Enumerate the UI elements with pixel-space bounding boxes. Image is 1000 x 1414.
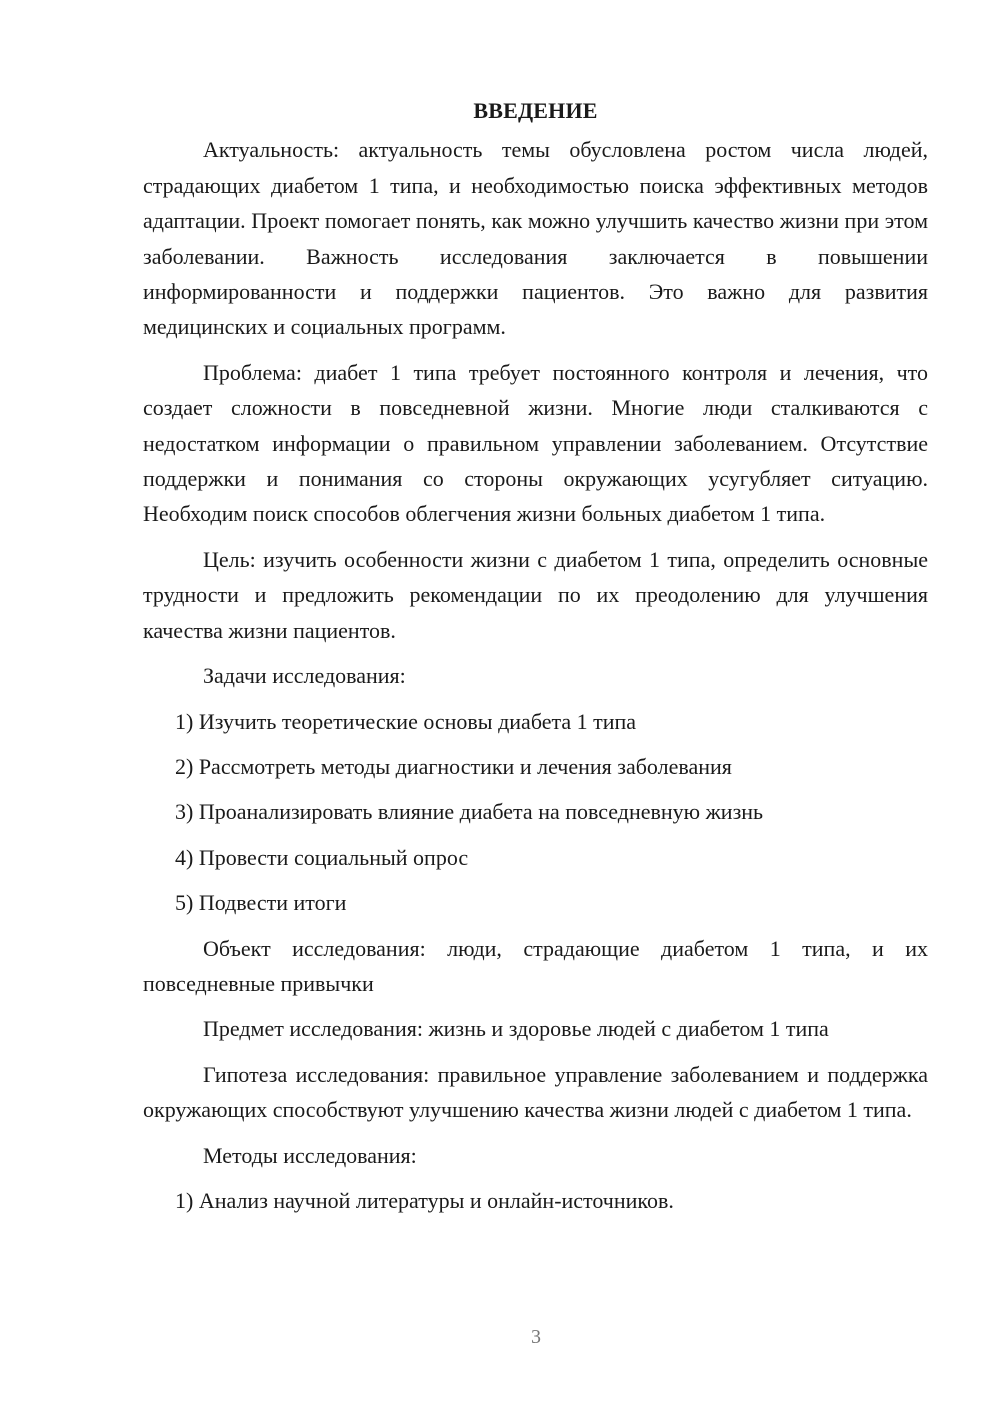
object-paragraph: Объект исследования: люди, страдающие диабетом 1 типа, и их повседневные привычки [143,935,928,996]
tasks-list [143,704,928,921]
list-item: 3) Проанализировать влияние диабета на повседневную жизнь [175,799,764,825]
hypothesis-paragraph: Гипотеза исследования: правильное управление заболеванием и поддержка окружающих способствуют улучшению качества жизни людей с диабетом 1 типа. [143,1061,928,1123]
goal-paragraph: Цель: изучить особенности жизни с диабетом 1 типа, определить основные трудности и предложить рекомендации по их преодолению для улучшения качества жизни пациентов. [143,546,928,643]
subject-paragraph: Предмет исследования: жизнь и здоровье людей с диабетом 1 типа [203,1016,829,1042]
methods-heading: Методы исследования: [203,1142,417,1168]
list-item: 2) Рассмотреть методы диагностики и лечения заболевания [175,753,732,779]
list-item: 5) Подвести итоги [175,890,347,916]
methods-list [143,1183,928,1218]
tasks-heading: Задачи исследования: [203,663,406,689]
list-item: 1) Анализ научной литературы и онлайн-источников. [175,1187,674,1213]
problem-paragraph: Проблема: диабет 1 типа требует постоянного контроля и лечения, что создает сложности в повседневной жизни. Многие люди сталкиваются с недостатком информации о правильном управлении заболеванием. Отсутствие поддержки и понимания со стороны окружающих усугубляет ситуацию. Необходим поиск способов облегчения жизни больных диабетом 1 типа. [143,359,928,527]
list-item: 4) Провести социальный опрос [175,844,469,870]
page-content [143,93,928,1228]
section-title: ВВЕДЕНИЕ [473,98,598,123]
list-item: 1) Изучить теоретические основы диабета 1 типа [175,708,637,734]
page-number: 3 [531,1326,541,1348]
relevance-paragraph: Актуальность: актуальность темы обусловлена ростом числа людей, страдающих диабетом 1 типа, и необходимостью поиска эффективных методов адаптации. Проект помогает понять, как можно улучшить качество жизни при этом заболевании. Важность исследования заключается в повышении информированности и поддержки пациентов. Это важно для развития медицинских и социальных программ. [143,137,928,340]
